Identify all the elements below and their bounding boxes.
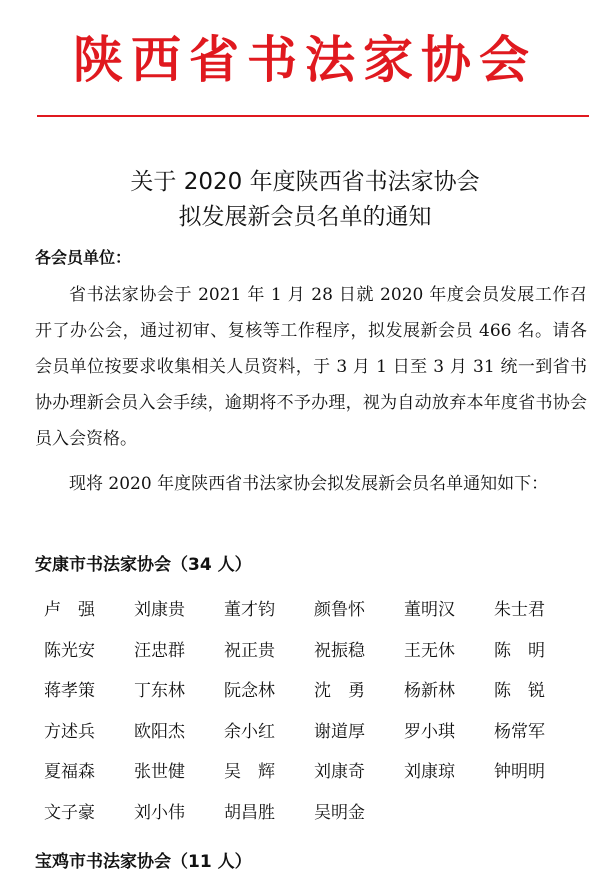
member-name: 颜鲁怀 [314, 600, 365, 620]
member-name: 祝振稳 [314, 640, 365, 661]
member-name: 沈 勇 [314, 681, 365, 701]
member-name: 阮念林 [224, 681, 275, 701]
member-name: 汪忠群 [134, 640, 185, 661]
member-name: 卢 强 [44, 600, 95, 620]
member-name: 杨新林 [404, 681, 455, 701]
document-title-line-1: 关于 2020 年度陕西省书法家协会 [130, 169, 480, 195]
member-name: 蒋孝策 [44, 681, 95, 701]
member-name: 陈 锐 [494, 681, 545, 701]
member-name: 陈 明 [494, 640, 545, 661]
member-name: 钟明明 [494, 762, 545, 782]
member-name: 董明汉 [404, 600, 455, 620]
member-name: 胡昌胜 [224, 802, 275, 823]
member-name: 谢道厚 [314, 721, 365, 742]
member-name: 张世健 [134, 762, 185, 782]
body-paragraph-1: 省书法家协会于 2021 年 1 月 28 日就 2020 年度会员发展工作召开了办公会，通过初审、复核等工作程序，拟发展新会员 466 名。请各会员单位按要求收集相关人员资料，于 3 月 1 日至 3 月 31 统一到省书协办理新会员入会手续，逾期将不予办理，视为自动放弃本年度省书协会员入会资格。 [35, 285, 587, 449]
member-name: 欧阳杰 [134, 721, 185, 742]
body-paragraph-2: 现将 2020 年度陕西省书法家协会拟发展新会员名单通知如下： [69, 474, 549, 494]
member-name: 方述兵 [44, 721, 95, 742]
name-list-ankang [44, 596, 590, 839]
section-heading-ankang: 安康市书法家协会（34 人） [35, 555, 252, 575]
member-name: 刘康奇 [314, 762, 365, 782]
member-name: 王无休 [404, 640, 455, 661]
section-heading-baoji: 宝鸡市书法家协会（11 人） [35, 852, 252, 872]
letterhead-rule [37, 115, 589, 117]
member-name: 董才钧 [224, 600, 275, 620]
member-name: 刘康贵 [134, 600, 185, 620]
member-name: 祝正贵 [224, 640, 275, 661]
member-name: 余小红 [224, 721, 275, 742]
member-name: 杨常军 [494, 721, 545, 742]
member-name: 吴 辉 [224, 762, 275, 782]
member-name: 刘小伟 [134, 802, 185, 823]
letterhead-title: 陕西省书法家协会 [73, 31, 537, 89]
member-name: 陈光安 [44, 640, 95, 661]
member-name: 丁东林 [134, 681, 185, 701]
member-name: 罗小琪 [404, 721, 455, 742]
document-title-line-2: 拟发展新会员名单的通知 [178, 204, 432, 230]
member-name: 刘康琼 [404, 762, 455, 782]
member-name: 吴明金 [314, 802, 365, 823]
salutation: 各会员单位： [35, 248, 132, 267]
member-name: 夏福森 [44, 762, 95, 782]
member-name: 文子豪 [44, 802, 95, 823]
member-name: 朱士君 [494, 600, 545, 620]
